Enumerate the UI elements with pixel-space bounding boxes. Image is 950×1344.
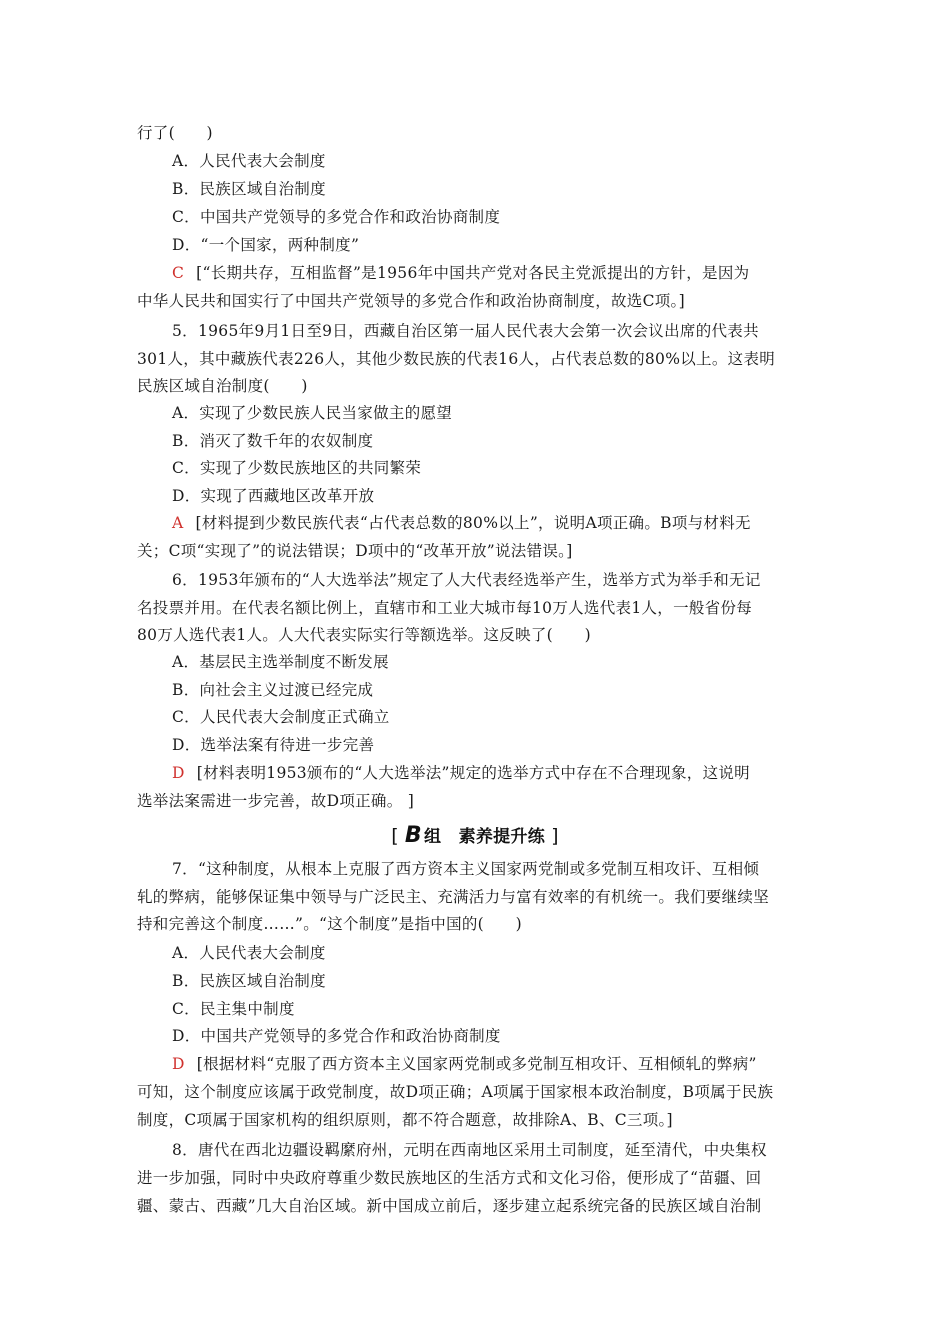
text-line: 关；C项“实现了”的说法错误；D项中的“改革开放”说法错误。] — [137, 542, 573, 560]
text-line: 中华人民共和国实行了中国共产党领导的多党合作和政治协商制度，故选C项。] — [137, 292, 685, 310]
answer-letter: D — [172, 764, 185, 782]
answer-line: D [根据材料“克服了西方资本主义国家两党制或多党制互相攻讦、互相倾轧的弊病” — [172, 1055, 757, 1073]
text-line: 行了( ) — [137, 124, 213, 142]
option-b: B．向社会主义过渡已经完成 — [172, 681, 374, 699]
text-line: 制度，C项属于国家机构的组织原则，都不符合题意，故排除A、B、C三项。] — [137, 1111, 673, 1129]
option-d: D．选举法案有待进一步完善 — [172, 736, 375, 754]
text-line: 疆、蒙古、西藏”几大自治区域。新中国成立前后，逐步建立起系统完备的民族区域自治制 — [137, 1197, 762, 1215]
text-line: 进一步加强，同时中央政府尊重少数民族地区的生活方式和文化习俗，便形成了“苗疆、回 — [137, 1169, 762, 1187]
answer-letter: A — [172, 514, 184, 532]
text-line: 名投票并用。在代表名额比例上，直辖市和工业大城市每10万人选代表1人，一般省份每 — [137, 599, 753, 617]
option-d: D．中国共产党领导的多党合作和政治协商制度 — [172, 1027, 501, 1045]
option-d: D．实现了西藏地区改革开放 — [172, 487, 375, 505]
option-a: A．实现了少数民族人民当家做主的愿望 — [172, 404, 453, 422]
text-line: 选举法案需进一步完善，故D项正确。 ] — [137, 792, 415, 810]
question-7: 7．“这种制度，从根本上克服了西方资本主义国家两党制或多党制互相攻讦、互相倾 — [172, 860, 760, 878]
option-d: D．“一个国家，两种制度” — [172, 236, 360, 254]
section-open-bracket: [ — [391, 825, 399, 847]
section-close-bracket: ] — [551, 825, 559, 847]
answer-letter: D — [172, 1055, 185, 1073]
text-line: 301人，其中藏族代表226人，其他少数民族的代表16人，占代表总数的80%以上。这表明 — [137, 350, 776, 368]
text-line: 民族区域自治制度( ) — [137, 377, 308, 395]
section-title: 组 素养提升练 — [423, 827, 546, 847]
option-a: A．人民代表大会制度 — [172, 152, 326, 170]
answer-letter: C — [172, 264, 185, 282]
option-c: C．人民代表大会制度正式确立 — [172, 708, 390, 726]
option-c: C．实现了少数民族地区的共同繁荣 — [172, 459, 422, 477]
option-b: B．消灭了数千年的农奴制度 — [172, 432, 374, 450]
question-6: 6．1953年颁布的“人大选举法”规定了人大代表经选举产生，选举方式为举手和无记 — [172, 571, 761, 589]
option-c: C．民主集中制度 — [172, 1000, 295, 1018]
text-line: 持和完善这个制度……”。“这个制度”是指中国的( ) — [137, 915, 522, 933]
text-line: 轧的弊病，能够保证集中领导与广泛民主、充满活力与富有效率的有机统一。我们要继续坚 — [137, 888, 770, 906]
option-a: A．人民代表大会制度 — [172, 944, 326, 962]
answer-line: D [材料表明1953颁布的“人大选举法”规定的选举方式中存在不合理现象，这说明 — [172, 764, 750, 782]
answer-line: C [“长期共存，互相监督”是1956年中国共产党对各民主党派提出的方针，是因为 — [172, 264, 750, 282]
question-5: 5．1965年9月1日至9日，西藏自治区第一届人民代表大会第一次会议出席的代表共 — [172, 322, 759, 340]
question-8: 8．唐代在西北边疆设羁縻府州，元明在西南地区采用土司制度，延至清代，中央集权 — [172, 1141, 767, 1159]
option-b: B．民族区域自治制度 — [172, 180, 326, 198]
section-label: B — [404, 823, 422, 848]
section-heading — [0, 822, 950, 848]
answer-line: A [材料提到少数民族代表“占代表总数的80%以上”，说明A项正确。B项与材料无 — [172, 514, 751, 532]
text-line: 80万人选代表1人。人大代表实际实行等额选举。这反映了( ) — [137, 626, 591, 644]
option-b: B．民族区域自治制度 — [172, 972, 326, 990]
option-c: C．中国共产党领导的多党合作和政治协商制度 — [172, 208, 501, 226]
text-line: 可知，这个制度应该属于政党制度，故D项正确；A项属于国家根本政治制度，B项属于民族 — [137, 1083, 774, 1101]
option-a: A．基层民主选举制度不断发展 — [172, 653, 389, 671]
